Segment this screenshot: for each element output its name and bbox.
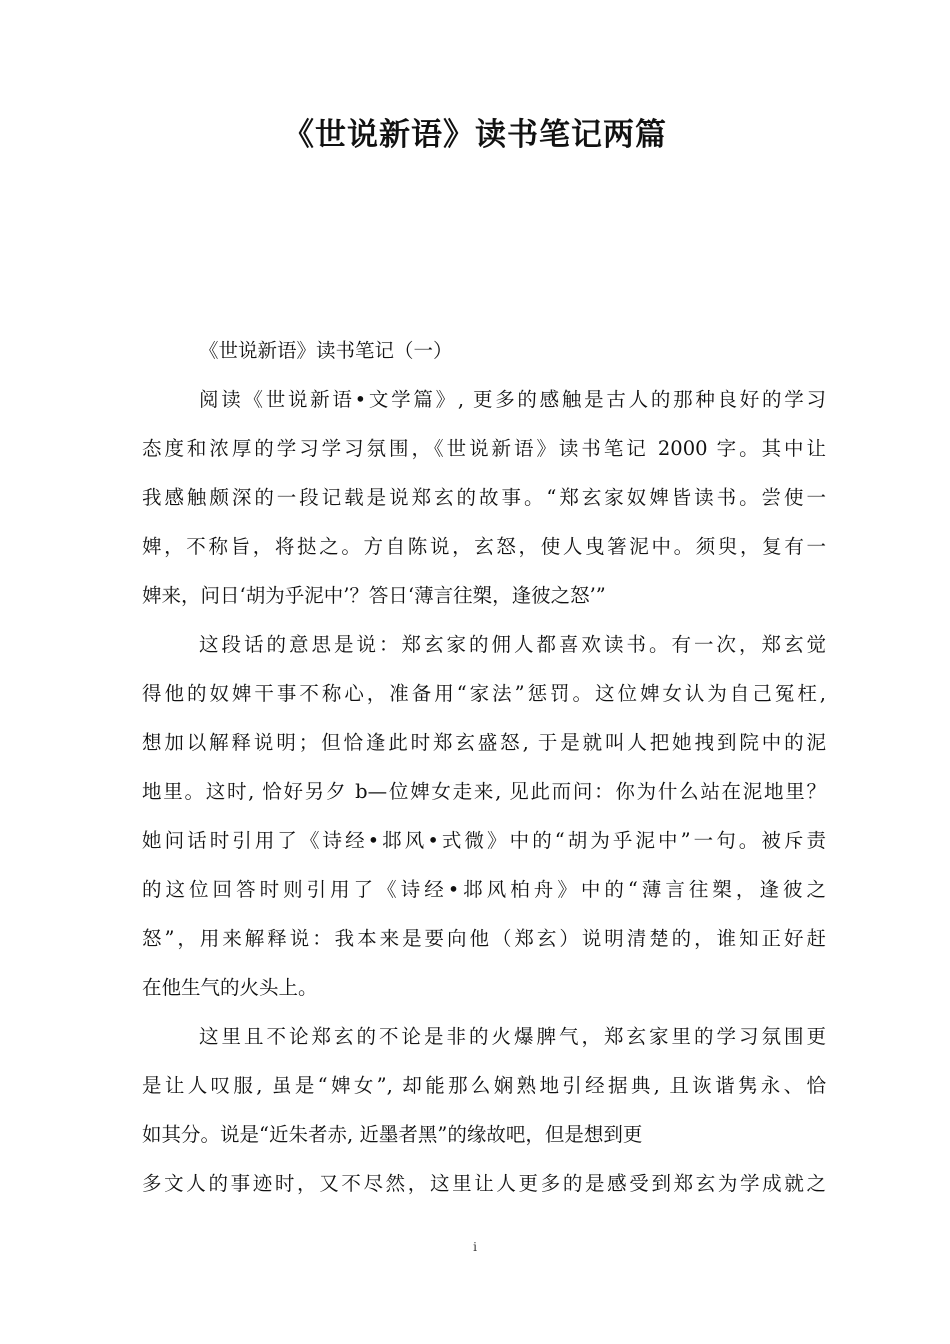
paragraph-line: 婢来，问日‘胡为乎泥中’？答日‘薄言往槊，逢彼之怒’” xyxy=(142,584,606,607)
section-heading: 《世说新语》读书笔记（一） xyxy=(199,339,453,362)
paragraph-line: 态度和浓厚的学习学习氛围，《世说新语》读书笔记 2000 字。其中让 xyxy=(142,437,826,460)
paragraph-line: 阅读《世说新语•文学篇》, 更多的感触是古人的那种良好的学习 xyxy=(199,388,826,411)
paragraph-line: 得他的奴婢干事不称心，准备用“家法”惩罚。这位婢女认为自己冤枉, xyxy=(142,682,826,705)
paragraph-line: 婢，不称旨，将挞之。方自陈说，玄怒，使人曳箸泥中。须臾，复有一 xyxy=(142,535,826,558)
paragraph-line: 多文人的事迹时，又不尽然，这里让人更多的是感受到郑玄为学成就之 xyxy=(142,1172,826,1195)
paragraph-line: 如其分。说是“近朱者赤, 近墨者黑”的缘故吧，但是想到更 xyxy=(142,1123,643,1146)
paragraph-line: 这段话的意思是说：郑玄家的佣人都喜欢读书。有一次，郑玄觉 xyxy=(199,633,826,656)
paragraph-line: 地里。这时, 恰好另夕 b—位婢女走来, 见此而问：你为什么站在泥地里？ xyxy=(142,780,826,803)
paragraph-line: 的这位回答时则引用了《诗经•邶风柏舟》中的“薄言往槊，逢彼之 xyxy=(142,878,826,901)
paragraph-line: 是让人叹服, 虽是“婢女”, 却能那么娴熟地引经据典, 且诙谐隽永、恰 xyxy=(142,1074,826,1097)
document-title: 《世说新语》读书笔记两篇 xyxy=(283,117,667,153)
paragraph-line: 想加以解释说明；但恰逢此时郑玄盛怒, 于是就叫人把她拽到院中的泥 xyxy=(142,731,826,754)
page-number: i xyxy=(473,1240,477,1254)
paragraph-line: 怒”，用来解释说：我本来是要向他（郑玄）说明清楚的，谁知正好赶 xyxy=(142,927,826,950)
paragraph-line: 在他生气的火头上。 xyxy=(142,976,318,999)
paragraph-line: 这里且不论郑玄的不论是非的火爆脾气，郑玄家里的学习氛围更 xyxy=(199,1025,826,1048)
paragraph-line: 她问话时引用了《诗经•邶风•式微》中的“胡为乎泥中”一句。被斥责 xyxy=(142,829,826,852)
paragraph-line: 我感触颇深的一段记载是说郑玄的故事。“郑玄家奴婢皆读书。尝使一 xyxy=(142,486,826,509)
